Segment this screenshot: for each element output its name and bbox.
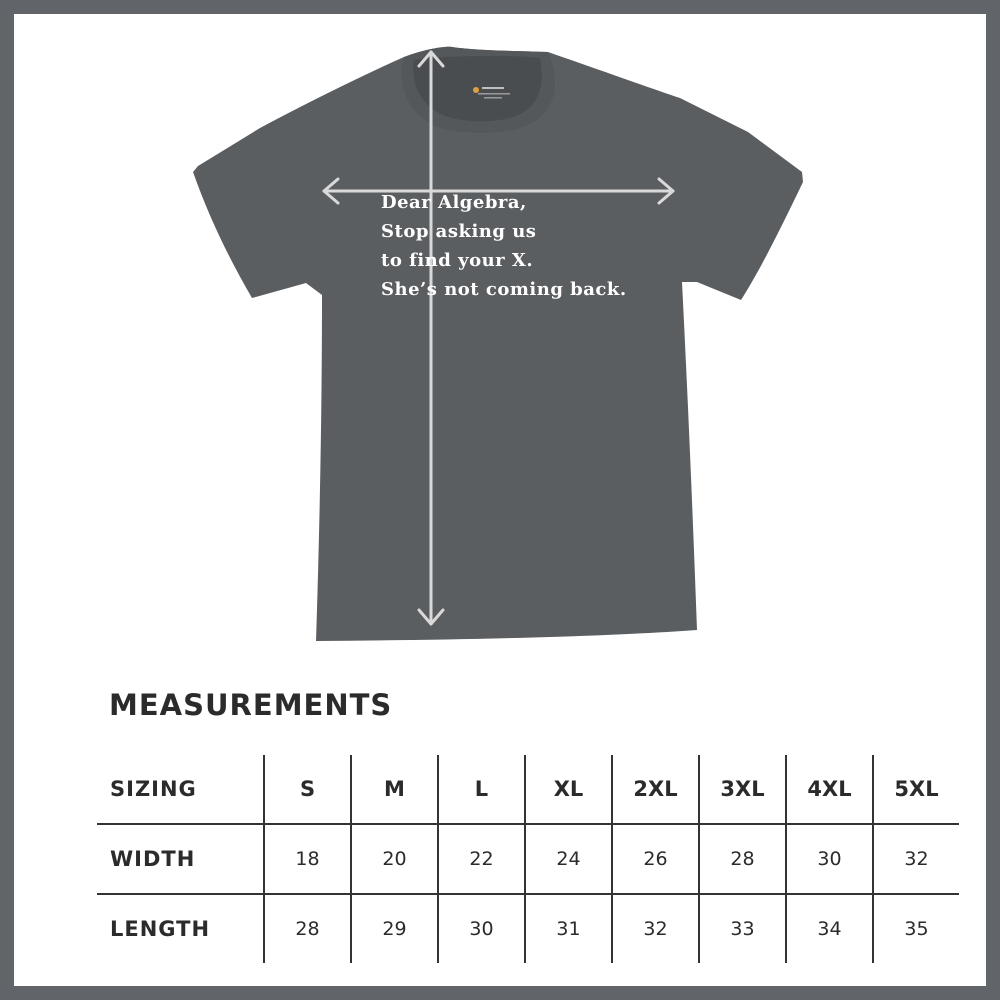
size-header: XL xyxy=(525,755,612,824)
size-header: L xyxy=(438,755,525,824)
tshirt-shape xyxy=(193,47,803,641)
print-line: Stop asking us xyxy=(381,221,537,242)
length-cell: 33 xyxy=(699,894,786,963)
length-cell: 30 xyxy=(438,894,525,963)
length-cell: 29 xyxy=(351,894,438,963)
row-label-length: LENGTH xyxy=(110,917,211,941)
size-header: 5XL xyxy=(873,755,959,824)
size-header: M xyxy=(351,755,438,824)
print-line: to find your X. xyxy=(381,250,534,271)
print-line: She’s not coming back. xyxy=(381,279,627,300)
size-header: 2XL xyxy=(612,755,699,824)
shirt-print-text xyxy=(381,188,627,304)
width-cell: 20 xyxy=(351,824,438,894)
length-cell: 32 xyxy=(612,894,699,963)
width-cell: 32 xyxy=(873,824,959,894)
length-cell: 34 xyxy=(786,894,873,963)
width-cell: 26 xyxy=(612,824,699,894)
size-header: S xyxy=(264,755,351,824)
length-cell: 35 xyxy=(873,894,959,963)
measurements-title: MEASUREMENTS xyxy=(109,688,393,722)
width-cell: 30 xyxy=(786,824,873,894)
neck-label xyxy=(470,82,516,102)
length-cell: 31 xyxy=(525,894,612,963)
size-header: 4XL xyxy=(786,755,873,824)
width-cell: 28 xyxy=(699,824,786,894)
row-label-sizing: SIZING xyxy=(97,755,264,824)
width-row xyxy=(97,824,959,894)
width-cell: 24 xyxy=(525,824,612,894)
print-line: Dear Algebra, xyxy=(381,192,527,213)
row-label-width: WIDTH xyxy=(97,824,264,894)
length-row xyxy=(97,894,959,963)
sizing-row xyxy=(97,755,959,824)
width-cell: 18 xyxy=(264,824,351,894)
length-cell: 28 xyxy=(264,894,351,963)
size-header: 3XL xyxy=(699,755,786,824)
size-chart-table xyxy=(97,755,959,963)
width-cell: 22 xyxy=(438,824,525,894)
